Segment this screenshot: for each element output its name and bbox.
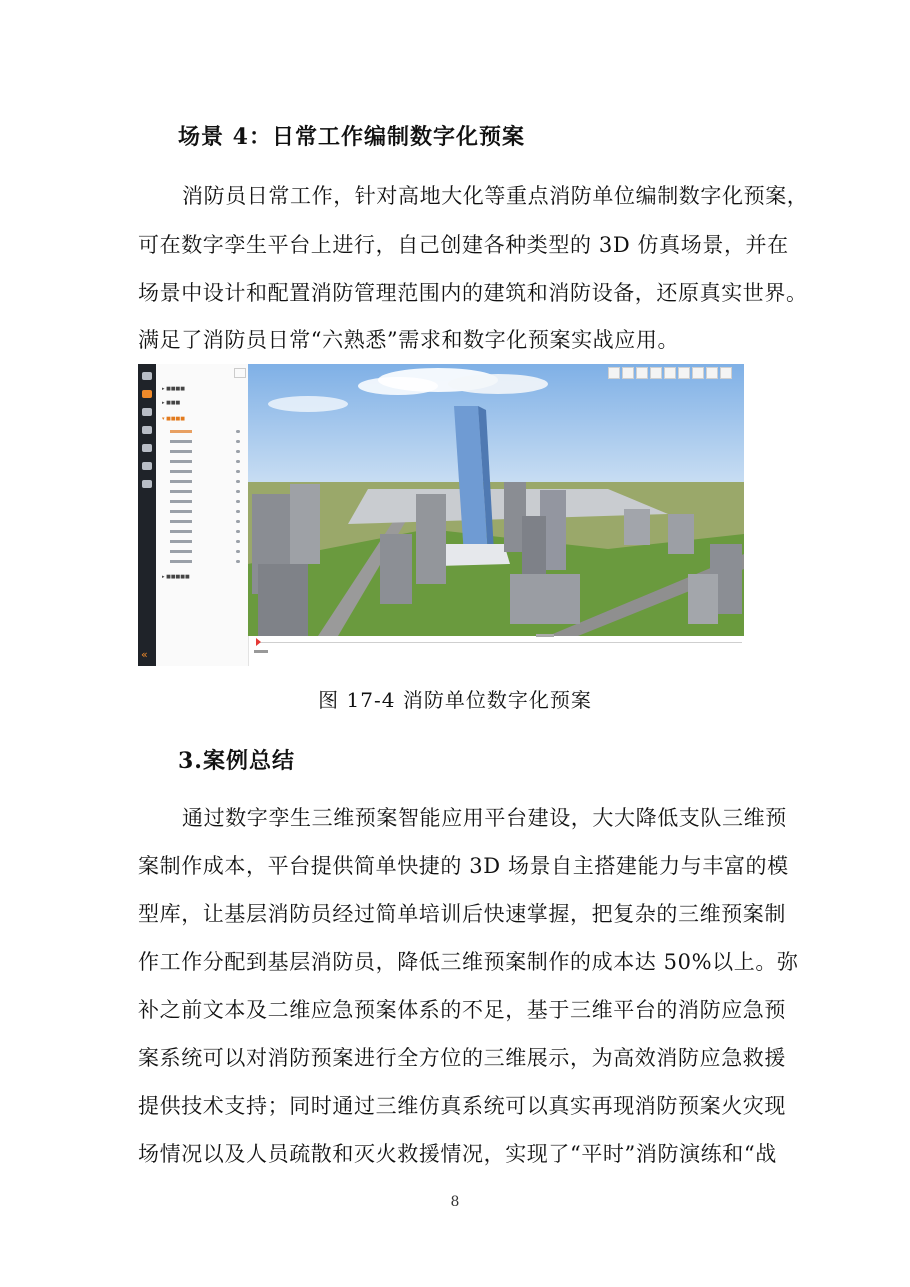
text-line: 补之前文本及二维应急预案体系的不足，基于三维平台的消防应急预 xyxy=(138,998,786,1022)
text-line: 可在数字孪生平台上进行，自己创建各种类型的 3D 仿真场景，并在 xyxy=(138,233,789,257)
building xyxy=(688,574,718,624)
tree-row[interactable] xyxy=(170,500,240,506)
square-icon[interactable] xyxy=(142,480,152,488)
tool-button[interactable] xyxy=(664,367,676,379)
cloud xyxy=(448,374,548,394)
hierarchy-icon[interactable] xyxy=(142,426,152,434)
figure-caption: 图 17-4 消防单位数字化预案 xyxy=(318,688,592,712)
tree-row[interactable] xyxy=(170,430,240,436)
tree-row[interactable] xyxy=(170,520,240,526)
tree-group[interactable]: ▸ ■■■ xyxy=(162,400,181,406)
tree-row[interactable] xyxy=(170,460,240,466)
text-line: 型库，让基层消防员经过简单培训后快速掌握，把复杂的三维预案制 xyxy=(138,902,786,926)
tool-button[interactable] xyxy=(678,367,690,379)
text-line: 消防员日常工作，针对高地大化等重点消防单位编制数字化预案， xyxy=(182,184,809,208)
tool-button[interactable] xyxy=(720,367,732,379)
tree-group[interactable]: ▸ ■■■■ xyxy=(162,386,185,392)
building xyxy=(668,514,694,554)
tree-group[interactable]: ▸ ■■■■■ xyxy=(162,574,190,580)
tree-row[interactable] xyxy=(170,540,240,546)
text-line: 满足了消防员日常“六熟悉”需求和数字化预案实战应用。 xyxy=(138,328,680,352)
text-line: 提供技术支持；同时通过三维仿真系统可以真实再现消防预案火灾现 xyxy=(138,1094,786,1118)
text-line: 通过数字孪生三维预案智能应用平台建设，大大降低支队三维预 xyxy=(182,806,787,830)
scene-tree-panel xyxy=(156,364,249,666)
building xyxy=(258,564,308,636)
icon-sidebar xyxy=(138,364,156,666)
tree-row[interactable] xyxy=(170,490,240,496)
timeline-track[interactable] xyxy=(256,642,742,643)
search-icon[interactable] xyxy=(142,372,152,380)
text-line: 案制作成本，平台提供简单快捷的 3D 场景自主搭建能力与丰富的模 xyxy=(138,854,789,878)
tool-button[interactable] xyxy=(706,367,718,379)
panel-search-icon[interactable] xyxy=(234,368,246,378)
building xyxy=(290,484,320,564)
text-line: 作工作分配到基层消防员，降低三维预案制作的成本达 50%以上。弥 xyxy=(138,950,799,974)
building xyxy=(380,534,412,604)
cloud xyxy=(268,396,348,412)
collapse-icon[interactable]: « xyxy=(141,648,148,661)
play-icon[interactable] xyxy=(256,638,261,646)
chart-icon[interactable] xyxy=(142,462,152,470)
tree-row[interactable] xyxy=(170,550,240,556)
layer-icon[interactable] xyxy=(142,408,152,416)
tool-button[interactable] xyxy=(650,367,662,379)
viewport-toolbar xyxy=(608,367,738,379)
building xyxy=(522,516,546,576)
platform-screenshot xyxy=(138,364,744,666)
building xyxy=(416,494,446,584)
tree-group-active[interactable]: ▾ ■■■■ xyxy=(162,416,185,422)
tree-row[interactable] xyxy=(170,510,240,516)
tree-row[interactable] xyxy=(170,480,240,486)
menu-icon[interactable] xyxy=(142,390,152,398)
3d-viewport[interactable] xyxy=(248,364,744,636)
tree-row[interactable] xyxy=(170,440,240,446)
tree-row[interactable] xyxy=(170,560,240,566)
section-heading: 场景 4：日常工作编制数字化预案 xyxy=(178,124,525,150)
building xyxy=(510,574,580,624)
tree-row[interactable] xyxy=(170,530,240,536)
cloud xyxy=(358,377,438,395)
person-icon[interactable] xyxy=(142,444,152,452)
tower-base xyxy=(438,544,510,566)
text-line: 场景中设计和配置消防管理范围内的建筑和消防设备，还原真实世界。 xyxy=(138,281,808,305)
timeline-time xyxy=(254,650,268,653)
page-number: 8 xyxy=(450,1194,460,1210)
tree-row[interactable] xyxy=(170,450,240,456)
text-line: 案系统可以对消防预案进行全方位的三维展示，为高效消防应急救援 xyxy=(138,1046,786,1070)
tool-button[interactable] xyxy=(608,367,620,379)
tool-button[interactable] xyxy=(636,367,648,379)
tool-button[interactable] xyxy=(622,367,634,379)
tree-row[interactable] xyxy=(170,470,240,476)
tool-button[interactable] xyxy=(692,367,704,379)
building xyxy=(624,509,650,545)
text-line: 场情况以及人员疏散和灭火救援情况，实现了“平时”消防演练和“战 xyxy=(138,1142,777,1166)
summary-heading: 3.案例总结 xyxy=(178,748,295,774)
timeline-label xyxy=(536,634,554,637)
